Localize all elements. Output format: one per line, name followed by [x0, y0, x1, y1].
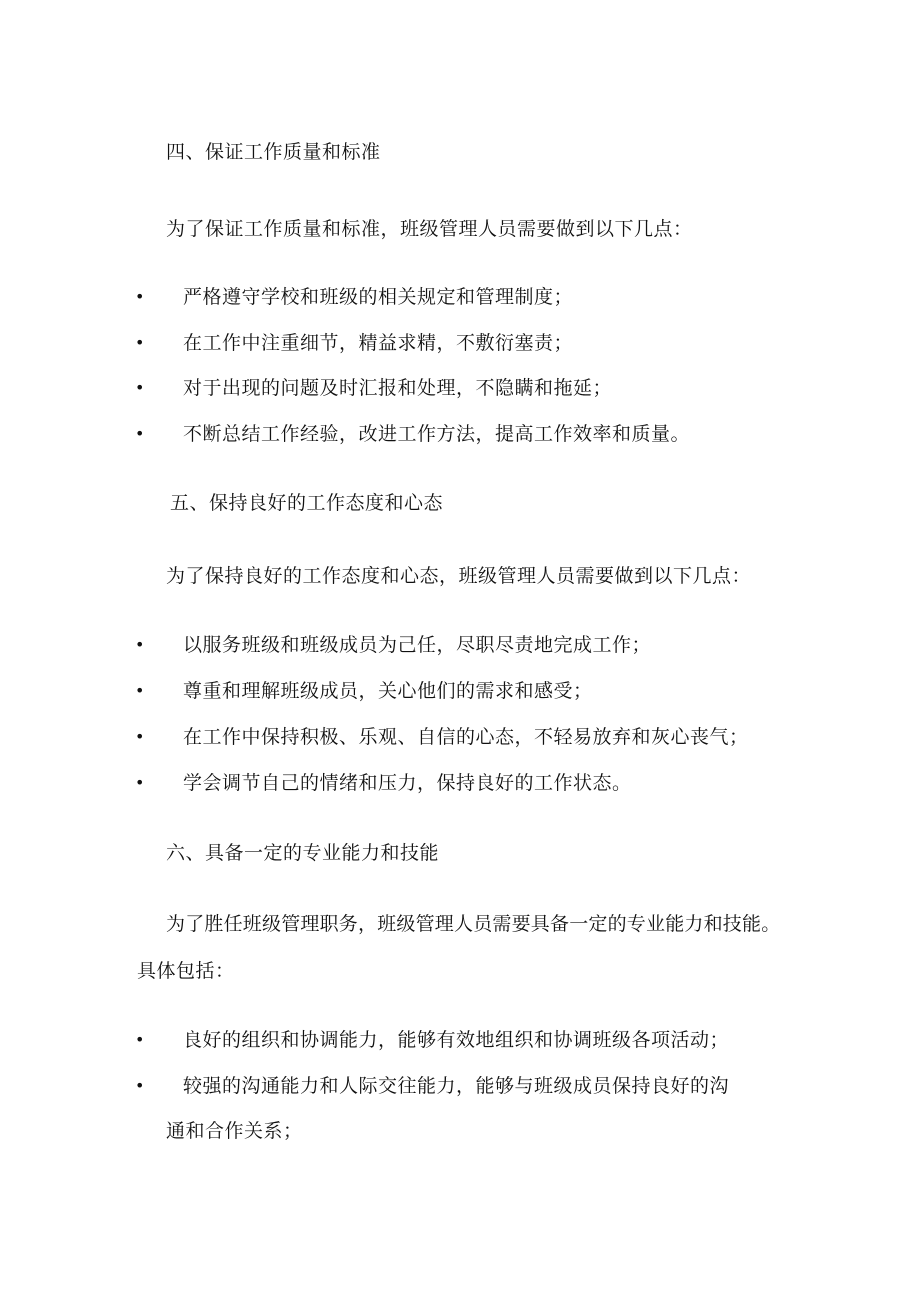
section-heading-5: 五、保持良好的工作态度和心态 [170, 492, 444, 514]
section-intro-6-continuation: 具体包括： [137, 960, 235, 982]
section-intro-6: 为了胜任班级管理职务，班级管理人员需要具备一定的专业能力和技能。 [166, 913, 781, 935]
list-item-continuation: 通和合作关系； [166, 1120, 303, 1142]
list-item: 学会调节自己的情绪和压力，保持良好的工作状态。 [183, 772, 632, 794]
list-item: 不断总结工作经验，改进工作方法，提高工作效率和质量。 [183, 423, 691, 445]
list-item: 在工作中保持积极、乐观、自信的心态，不轻易放弃和灰心丧气； [183, 726, 749, 748]
list-item: 在工作中注重细节，精益求精，不敷衍塞责； [183, 332, 574, 354]
list-item: 以服务班级和班级成员为己任，尽职尽责地完成工作； [183, 634, 652, 656]
list-item: 良好的组织和协调能力，能够有效地组织和协调班级各项活动； [183, 1029, 730, 1051]
bullet-marker: • [135, 727, 145, 746]
section-intro-5: 为了保持良好的工作态度和心态，班级管理人员需要做到以下几点： [166, 565, 752, 587]
section-heading-4: 四、保证工作质量和标准 [166, 141, 381, 163]
bullet-marker: • [135, 635, 145, 654]
bullet-marker: • [135, 378, 145, 397]
list-item: 较强的沟通能力和人际交往能力，能够与班级成员保持良好的沟 [183, 1075, 730, 1097]
bullet-marker: • [135, 333, 145, 352]
bullet-marker: • [135, 424, 145, 443]
section-intro-4: 为了保证工作质量和标准，班级管理人员需要做到以下几点： [166, 218, 693, 240]
list-item: 对于出现的问题及时汇报和处理，不隐瞒和拖延； [183, 377, 613, 399]
bullet-marker: • [135, 681, 145, 700]
list-item: 尊重和理解班级成员，关心他们的需求和感受； [183, 680, 593, 702]
bullet-marker: • [135, 773, 145, 792]
bullet-marker: • [135, 287, 145, 306]
bullet-marker: • [135, 1076, 145, 1095]
bullet-marker: • [135, 1030, 145, 1049]
section-heading-6: 六、具备一定的专业能力和技能 [166, 842, 440, 864]
list-item: 严格遵守学校和班级的相关规定和管理制度； [183, 286, 574, 308]
